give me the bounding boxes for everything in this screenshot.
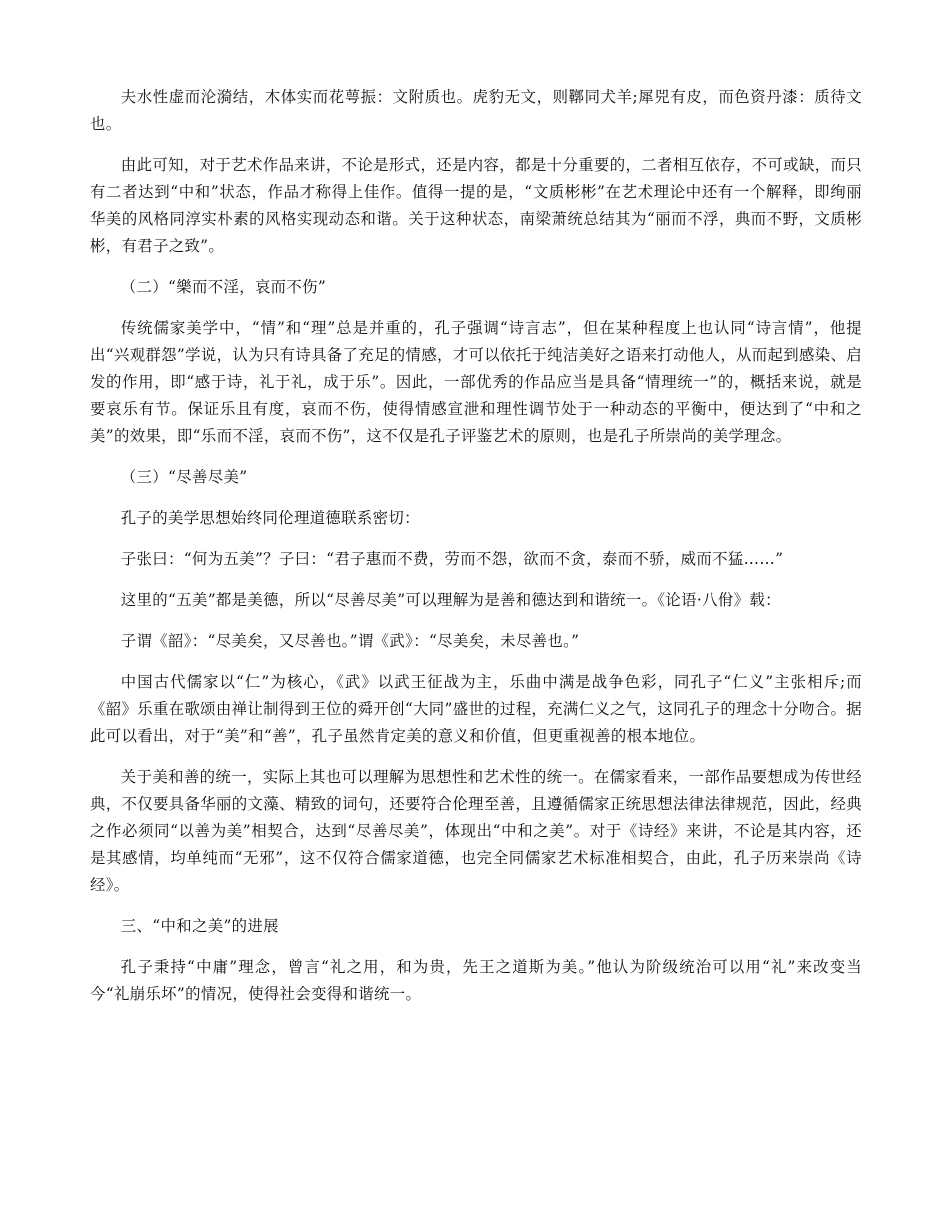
paragraph-shao-wu-quote: 子谓《韶》：“尽美矣，又尽善也。”谓《武》：“尽美矣，未尽善也。” (120, 632, 580, 650)
document-body (90, 84, 862, 1022)
paragraph-five-virtues-quote: 子张曰：“何为五美”？子曰：“君子惠而不费，劳而不怨，欲而不贪，泰而不骄，威而不猛……” (120, 550, 784, 568)
paragraph-five-virtues-note: 这里的“五美”都是美德，所以“尽善尽美”可以理解为是善和德达到和谐统一。《论语·八佾》载： (120, 591, 781, 609)
section-heading-2: （二）“樂而不淫，哀而不伤” (120, 278, 327, 296)
paragraph-ren-core: 中国古代儒家以“仁”为核心，《武》以武王征战为主，乐曲中满是战争色彩，同孔子“仁义”主张相斥;而《韶》乐重在歌颂由禅让制得到王位的舜开创“大同”盛世的过程，充满仁义之气，这同孔子的理念十分吻合。据此可以看出，对于“美”和“善”，孔子虽然肯定美的意义和价值，但更重视善的根本地位。 (90, 673, 862, 745)
paragraph-wenzhi-quote: 夫水性虚而沦漪结，木体实而花萼振：文附质也。虎豹无文，则鞹同犬羊;犀兕有皮，而色资丹漆：质待文也。 (90, 88, 862, 133)
section-heading-3: （三）“尽善尽美” (120, 468, 248, 486)
paragraph-emotion-reason: 传统儒家美学中，“情”和“理”总是并重的，孔子强调“诗言志”，但在某种程度上也认同“诗言情”，他提出“兴观群怨”学说，认为只有诗具备了充足的情感，才可以依托于纯洁美好之语来打动他人，从而起到感染、启发的作用，即“感于诗，礼于礼，成于乐”。因此，一部优秀的作品应当是具备“情理统一”的，概括来说，就是要哀乐有节。保证乐且有度，哀而不伤，使得情感宣泄和理性调节处于一种动态的平衡中，便达到了“中和之美”的效果，即“乐而不淫，哀而不伤”，这不仅是孔子评鉴艺术的原则，也是孔子所崇尚的美学理念。 (90, 319, 862, 445)
paragraph-beauty-goodness: 关于美和善的统一，实际上其也可以理解为思想性和艺术性的统一。在儒家看来，一部作品要想成为传世经典，不仅要具备华丽的文藻、精致的词句，还要符合伦理至善，且遵循儒家正统思想法律法律规范，因此，经典之作必须同“以善为美”相契合，达到“尽善尽美”，体现出“中和之美”。对于《诗经》来讲，不论是其内容，还是其感情，均单纯而“无邪”，这不仅符合儒家道德，也完全同儒家艺术标准相契合，由此，孔子历来崇尚《诗经》。 (90, 768, 862, 894)
paragraph-ethics-intro: 孔子的美学思想始终同伦理道德联系密切： (120, 509, 420, 527)
paragraph-form-content: 由此可知，对于艺术作品来讲，不论是形式，还是内容，都是十分重要的，二者相互依存，不可或缺，而只有二者达到“中和”状态，作品才称得上佳作。值得一提的是，“文质彬彬”在艺术理论中还有一个解释，即绚丽华美的风格同淳实朴素的风格实现动态和谐。关于这种状态，南梁萧统总结其为“丽而不浮，典而不野，文质彬彬，有君子之致”。 (90, 156, 862, 255)
paragraph-zhongyong: 孔子秉持“中庸”理念，曾言“礼之用，和为贵，先王之道斯为美。”他认为阶级统治可以用“礼”来改变当今“礼崩乐坏”的情况，使得社会变得和谐统一。 (90, 958, 862, 1003)
section-heading-part-3: 三、“中和之美”的进展 (120, 917, 279, 935)
